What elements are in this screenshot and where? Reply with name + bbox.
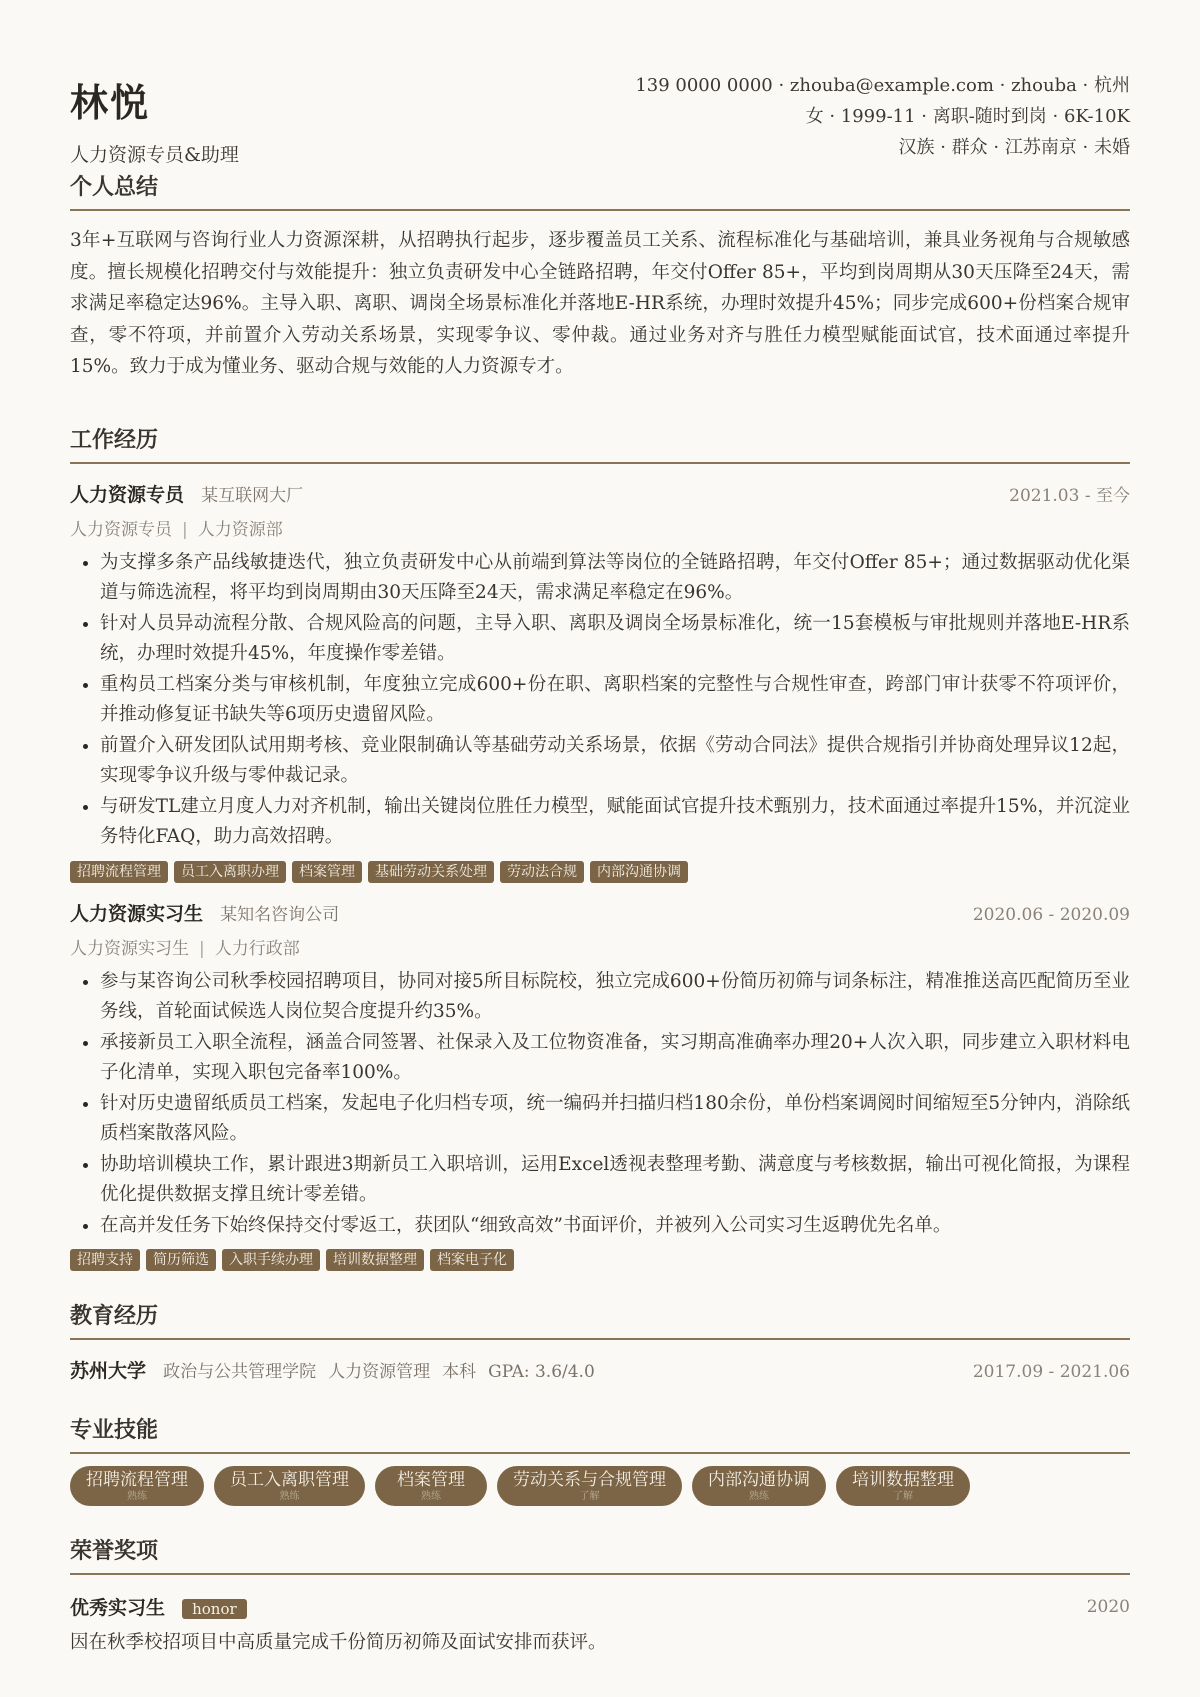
education-date: 2017.09 - 2021.06 [972,1362,1130,1382]
skill-pill [497,1466,682,1506]
skill-name: 劳动关系与合规管理 [513,1470,666,1490]
work-section [70,423,1130,1272]
job-date: 2021.03 - 至今 [1009,485,1130,506]
skill-name: 培训数据整理 [852,1470,954,1490]
honors-section [70,1534,1130,1654]
skill-level: 了解 [579,1491,600,1502]
skill-pill [692,1466,826,1506]
tag: 招聘支持 [70,1249,140,1271]
education-detail [163,1362,607,1382]
job-position: 人力资源专员 [70,519,172,540]
skill-pill [836,1466,970,1506]
honor-entry [70,1593,1130,1620]
education-entry [70,1356,1130,1383]
job-department: 人力行政部 [214,938,300,959]
honor-date: 2020 [1086,1596,1130,1617]
skill-pill [70,1466,204,1506]
job-department: 人力资源部 [197,519,283,540]
job-tags [70,861,1130,883]
company-name: 某互联网大厂 [201,485,304,506]
job-subtitle [70,515,1130,540]
list-item: • 承接新员工入职全流程，涵盖合同签署、社保录入及工位物资准备，实习期高准确率办理20+人次入职，同步建立入职材料电子化清单，实现入职包完备率100%。 [100,1028,1130,1089]
job-entry [70,899,1130,1272]
skill-level: 熟练 [127,1491,147,1502]
tag: 基础劳动关系处理 [368,861,494,883]
contact-line: 139 0000 0000 · zhouba@example.com · zhouba · 杭州 [635,75,1130,96]
skills-list [70,1466,1130,1506]
tag: 简历筛选 [146,1249,216,1271]
list-item: • 针对历史遗留纸质员工档案，发起电子化归档专项，统一编码并扫描归档180余份，单份档案调阅时间缩短至5分钟内，消除纸质档案散落风险。 [100,1089,1130,1150]
list-item: • 为支撑多条产品线敏捷迭代，独立负责研发中心从前端到算法等岗位的全链路招聘，年交付Offer 85+；通过数据驱动优化渠道与筛选流程，将平均到岗周期由30天压降至24天，需求满足率稳定在96%。 [100,548,1130,609]
education-section [70,1299,1130,1383]
job-entry [70,480,1130,883]
section-title: 荣誉奖项 [70,1534,1130,1575]
skill-pill [375,1466,487,1506]
job-date: 2020.06 - 2020.09 [972,904,1130,925]
tag: 培训数据整理 [326,1249,424,1271]
honor-title: 优秀实习生 [70,1597,166,1619]
list-item: • 重构员工档案分类与审核机制，年度独立完成600+份在职、离职档案的完整性与合规性审查，跨部门审计获零不符项评价，并推动修复证书缺失等6项历史遗留风险。 [100,670,1130,731]
section-title: 个人总结 [70,170,1130,211]
section-title: 教育经历 [70,1299,1130,1340]
resume-header [70,0,1130,170]
job-header [70,480,1130,507]
degree: 本科 [442,1362,477,1382]
tag: 劳动法合规 [500,861,584,883]
candidate-name: 林悦 [70,80,151,125]
job-tags [70,1249,1130,1271]
tag: 档案电子化 [430,1249,514,1271]
tag: 档案管理 [292,861,362,883]
job-bullets [70,967,1130,1242]
tag: 员工入离职办理 [174,861,286,883]
tag: 入职手续办理 [222,1249,320,1271]
candidate-role: 人力资源专员&助理 [70,144,239,166]
contact-line: 女 · 1999-11 · 离职-随时到岗 · 6K-10K [805,106,1130,127]
honor-description: 因在秋季校招项目中高质量完成千份简历初筛及面试安排而获评。 [70,1632,607,1653]
skill-level: 熟练 [749,1491,769,1502]
skill-level: 熟练 [421,1491,441,1502]
list-item: • 针对人员异动流程分散、合规风险高的问题，主导入职、离职及调岗全场景标准化，统一15套模板与审批规则并落地E-HR系统，办理时效提升45%，年度操作零差错。 [100,609,1130,670]
skill-name: 员工入离职管理 [230,1470,349,1490]
list-item: • 前置介入研发团队试用期考核、竞业限制确认等基础劳动关系场景，依据《劳动合同法》提供合规指引并协商处理异议12起，实现零争议升级与零仲裁记录。 [100,731,1130,792]
job-position: 人力资源实习生 [70,938,189,959]
skills-section [70,1413,1130,1506]
tag: 招聘流程管理 [70,861,168,883]
separator: | [199,938,205,959]
school-name: 苏州大学 [70,1360,147,1382]
list-item: • 参与某咨询公司秋季校园招聘项目，协同对接5所目标院校，独立完成600+份简历初筛与词条标注，精准推送高匹配简历至业务线，首轮面试候选人岗位契合度提升约35%。 [100,967,1130,1028]
section-title: 工作经历 [70,423,1130,464]
job-title: 人力资源实习生 [70,902,204,925]
job-title: 人力资源专员 [70,483,185,506]
separator: | [182,519,188,540]
contact-info [635,70,1130,163]
skill-name: 内部沟通协调 [708,1470,810,1490]
skill-name: 招聘流程管理 [86,1470,188,1490]
skill-level: 了解 [893,1491,913,1502]
gpa: GPA: 3.6/4.0 [488,1362,595,1382]
job-subtitle [70,934,1130,959]
job-header [70,899,1130,926]
list-item: • 协助培训模块工作，累计跟进3期新员工入职培训，运用Excel透视表整理考勤、满意度与考核数据，输出可视化简报，为课程优化提供数据支撑且统计零差错。 [100,1150,1130,1211]
skill-pill [214,1466,365,1506]
honor-badge: honor [182,1599,247,1619]
list-item: • 在高并发任务下始终保持交付零返工，获团队“细致高效”书面评价，并被列入公司实习生返聘优先名单。 [100,1211,1130,1242]
skill-name: 档案管理 [397,1470,465,1490]
major: 人力资源管理 [328,1362,431,1382]
job-bullets [70,548,1130,853]
contact-line: 汉族 · 群众 · 江苏南京 · 未婚 [898,137,1130,158]
company-name: 某知名咨询公司 [220,904,340,925]
college: 政治与公共管理学院 [163,1362,317,1382]
summary-text: 3年+互联网与咨询行业人力资源深耕，从招聘执行起步，逐步覆盖员工关系、流程标准化与基础培训，兼具业务视角与合规敏感度。擅长规模化招聘交付与效能提升：独立负责研发中心全链路招聘，年交付Offer 85+，平均到岗周期从30天压降至24天，需求满足率稳定达96%。主导入职、离职、调岗全场景标准化并落地E-HR系统，办理时效提升45%；同步完成600+份档案合规审查，零不符项，并前置介入劳动关系场景，实现零争议、零仲裁。通过业务对齐与胜任力模型赋能面试官，技术面通过率提升15%。致力于成为懂业务、驱动合规与效能的人力资源专才。 [70,230,1131,377]
tag: 内部沟通协调 [590,861,688,883]
summary-section [70,170,1130,383]
skill-level: 熟练 [279,1491,300,1502]
section-title: 专业技能 [70,1413,1130,1454]
list-item: • 与研发TL建立月度人力对齐机制，输出关键岗位胜任力模型，赋能面试官提升技术甄别力，技术面通过率提升15%，并沉淀业务特化FAQ，助力高效招聘。 [100,792,1130,853]
